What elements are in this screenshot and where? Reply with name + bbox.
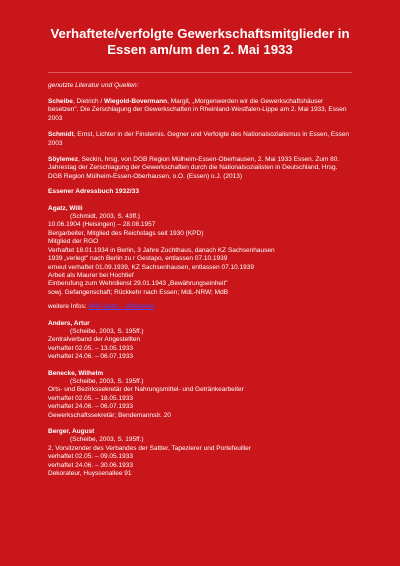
source-author: Söylemez xyxy=(48,156,78,164)
person-source: (Scheibe, 2003, S. 195ff.) xyxy=(70,436,144,444)
source-entry xyxy=(48,156,352,181)
person-source: (Scheibe, 2003, S. 195ff.) xyxy=(70,327,144,335)
person-entry xyxy=(48,370,352,420)
person-line: sowj. Gefangenschaft; Rückkehr nach Essen; MdL-NRW; MdB xyxy=(48,288,229,296)
source-text: , Seckin, hrsg. von DGB Region Mülheim-Essen-Oberhausen, 2. Mai 1933 Essen. Zum 80. Jahrestag der Zerschlagung der Gewerkschaften durch die Nationalsozialisten in Deutschland, Hrsg. DGB Region Mülheim-Essen-Oberhausen, o.O. (Essen) o.J. (2013) xyxy=(48,156,340,180)
source-text: , Dietrich / xyxy=(72,98,104,105)
person-entry xyxy=(48,205,352,297)
person-line: 2. Vorsitzender des Verbandes der Sattler, Tapezierer und Portefeuiller xyxy=(48,444,251,452)
more-info xyxy=(48,303,352,311)
person-name: Berger, August xyxy=(48,428,95,435)
wikipedia-link[interactable]: Willi Agatz – Wikipedia xyxy=(88,303,154,311)
source-text-2: , Margit, „Morgenwerden wir die Gewerkschaftshäuser besetzen". Die Zerschlagung der Gewerkschaften in Rheinland-Westfalen-Lippe am 2. Mai 1933, Essen 2003 xyxy=(48,98,347,122)
person-line: 1939 „verlegt" nach Berlin zu r Gestapo, entlassen 07.10.1939 xyxy=(48,255,228,263)
title-divider xyxy=(48,72,352,73)
title-line-1: Verhaftete/verfolgte Gewerkschaftsmitglieder in xyxy=(50,26,350,41)
page-title xyxy=(48,26,352,58)
source-author: Scheibe xyxy=(48,98,73,105)
person-entry xyxy=(48,428,352,478)
person-line: verhaftet 24.06. – 06.07.1933 xyxy=(48,403,133,411)
source-author-2: Wiegold-Bovermann xyxy=(104,98,168,105)
person-source: (Schmidt, 2003, S. 43ff.) xyxy=(70,213,140,221)
person-line: 10.06.1904 (Heisingen) – 28.08.1957 xyxy=(48,221,156,229)
person-line: Orts- und Bezirkssekretär der Nahrungsmittel- und Getränkearbeiter xyxy=(48,386,244,394)
person-line: verhaftet 02.05. – 18.05.1933 xyxy=(48,394,133,402)
person-line: Arbeit als Maurer bei Hochtief xyxy=(48,271,134,279)
person-line: Gewerkschaftssekretär; Bendemannstr. 20 xyxy=(48,411,171,419)
person-line: Bergarbeiter, Mitglied des Reichstags seit 1930 (KPD) xyxy=(48,229,204,237)
person-name: Agatz, Willi xyxy=(48,204,83,212)
source-entry xyxy=(48,98,352,123)
person-line: Verhaftet 18.01.1934 in Berlin, 3 Jahre Zuchthaus, danach KZ Sachsenhausen xyxy=(48,246,275,254)
person-line: Mitglied der RGO xyxy=(48,238,99,246)
person-line: verhaftet 02.05. – 13.05.1933 xyxy=(48,344,133,352)
person-line: verhaftet 24.06. – 06.07.1933 xyxy=(48,353,133,361)
person-entry xyxy=(48,320,352,362)
person-name: Benecke, Wilhelm xyxy=(48,369,104,377)
sources-intro: genutzte Literatur und Quellen: xyxy=(48,82,139,89)
source-entry xyxy=(48,131,352,148)
person-line: erneut verhaftet 01.09.1939, KZ Sachsenhausen, entlassen 07.10.1939 xyxy=(48,263,254,271)
person-line: Dekorateur, Huyssenallee 91 xyxy=(48,470,132,478)
person-line: verhaftet 02.05. – 09.05.1933 xyxy=(48,453,133,461)
more-info-label: weitere Infos: xyxy=(48,303,89,311)
person-line: Einberufung zum Wehrdienst 29.01.1943 „Bewährungseinheit" xyxy=(48,280,228,288)
person-line: Zentralverband der Angestellten xyxy=(48,336,141,344)
source-author: Schmidt xyxy=(48,131,74,139)
person-source: (Scheibe, 2003, S. 195ff.) xyxy=(70,377,144,385)
section-heading: Essener Adressbuch 1932/33 xyxy=(48,188,140,196)
title-line-2: Essen am/um den 2. Mai 1933 xyxy=(107,42,293,57)
source-text: , Ernst, Lichter in der Finsternis. Gegner und Verfolgte des Nationalsozialismus in Essen, Essen 2003 xyxy=(48,131,349,147)
person-line: verhaftet 24.06. – 30.06.1933 xyxy=(48,461,133,469)
person-name: Anders, Artur xyxy=(48,319,90,327)
